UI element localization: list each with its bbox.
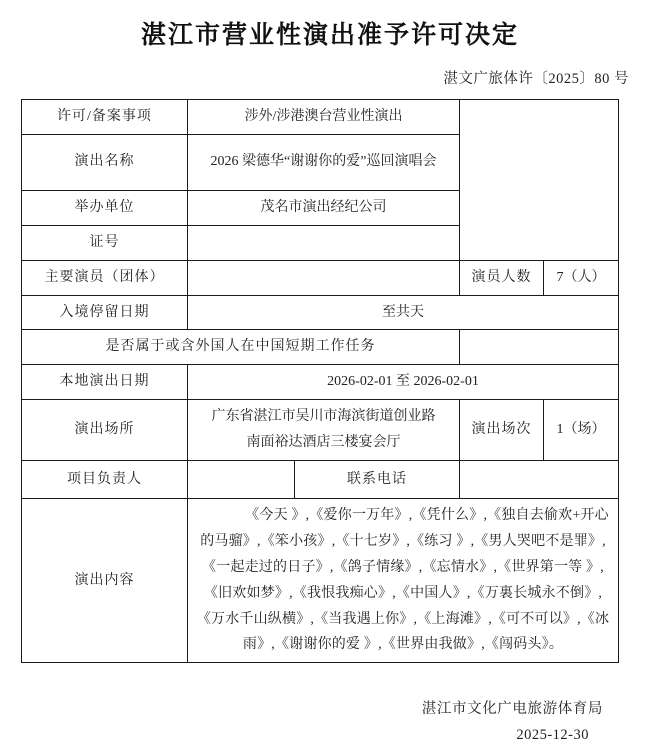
table-row-main-performers bbox=[22, 260, 619, 295]
label-organizer: 举办单位 bbox=[22, 190, 188, 225]
venue-line-2: 南面裕达酒店三楼宴会厅 bbox=[246, 435, 401, 451]
content-line: 《旧欢如梦》,《我恨我痴心》,《中国人》,《万裏长城永不倒》, bbox=[203, 585, 603, 601]
label-local-performance-date: 本地演出日期 bbox=[22, 365, 188, 400]
label-venue: 演出场所 bbox=[22, 400, 188, 461]
venue-line-1: 广东省湛江市吴川市海滨街道创业路 bbox=[211, 409, 436, 425]
value-contact-phone bbox=[460, 461, 619, 499]
document-number: 湛文广旅体许〔2025〕80 号 bbox=[443, 71, 629, 87]
label-main-performers: 主要演员（团体） bbox=[22, 260, 188, 295]
label-sessions: 演出场次 bbox=[460, 400, 544, 461]
value-certificate-number bbox=[188, 225, 460, 260]
value-local-performance-date: 2026-02-01 至 2026-02-01 bbox=[188, 365, 619, 400]
content-line: 雨》,《谢谢你的爱 》,《世界由我做》,《闯码头》。 bbox=[242, 637, 564, 653]
value-main-performers bbox=[188, 260, 460, 295]
table-row-local-performance-date bbox=[22, 365, 619, 400]
content-line: 《万水千山纵横》,《当我遇上你》,《上海滩》,《可不可以》,《冰 bbox=[196, 611, 610, 627]
label-performance-content: 演出内容 bbox=[22, 499, 188, 663]
label-foreigner-short-term: 是否属于或含外国人在中国短期工作任务 bbox=[22, 330, 460, 365]
value-performer-count: 7（人） bbox=[544, 260, 619, 295]
page-title: 湛江市营业性演出准予许可决定 bbox=[140, 22, 519, 49]
issuing-department: 湛江市文化广电旅游体育局 bbox=[421, 701, 603, 718]
cell-empty-upper-right bbox=[460, 100, 619, 261]
label-contact-phone: 联系电话 bbox=[295, 461, 460, 499]
permit-table bbox=[21, 99, 619, 663]
value-venue bbox=[188, 400, 460, 461]
value-performance-name: 2026 梁德华“谢谢你的爱”巡回演唱会 bbox=[188, 134, 460, 190]
document-footer bbox=[21, 697, 639, 748]
value-project-manager bbox=[188, 461, 295, 499]
value-permit-matter: 涉外/涉港澳台营业性演出 bbox=[188, 100, 460, 135]
content-line: 《今天 》,《爱你一万年》,《凭什么》,《独自去偷欢+开心 bbox=[245, 508, 609, 524]
table-row-venue bbox=[22, 400, 619, 461]
table-row-permit-matter bbox=[22, 100, 619, 135]
value-foreigner-short-term bbox=[460, 330, 619, 365]
label-entry-stay-date: 入境停留日期 bbox=[22, 295, 188, 330]
label-certificate-number: 证号 bbox=[22, 225, 188, 260]
value-entry-stay-date: 至共天 bbox=[188, 295, 619, 330]
content-line: 《一起走过的日子》,《鸽子情缘》,《忘情水》,《世界第一等 》, bbox=[202, 559, 604, 575]
table-row-project-manager bbox=[22, 461, 619, 499]
label-performance-name: 演出名称 bbox=[22, 134, 188, 190]
table-row-performance-content bbox=[22, 499, 619, 663]
value-sessions: 1（场） bbox=[544, 400, 619, 461]
label-performer-count: 演员人数 bbox=[460, 260, 544, 295]
issue-date: 2025-12-30 bbox=[516, 726, 589, 743]
label-permit-matter: 许可/备案事项 bbox=[22, 100, 188, 135]
value-performance-content bbox=[188, 499, 619, 663]
content-line: 的马骝》,《笨小孩》,《十七岁》,《练习 》,《男人哭吧不是罪》, bbox=[200, 533, 606, 549]
value-organizer: 茂名市演出经纪公司 bbox=[188, 190, 460, 225]
label-project-manager: 项目负责人 bbox=[22, 461, 188, 499]
table-row-foreigner-short-term bbox=[22, 330, 619, 365]
table-row-entry-stay-date bbox=[22, 295, 619, 330]
